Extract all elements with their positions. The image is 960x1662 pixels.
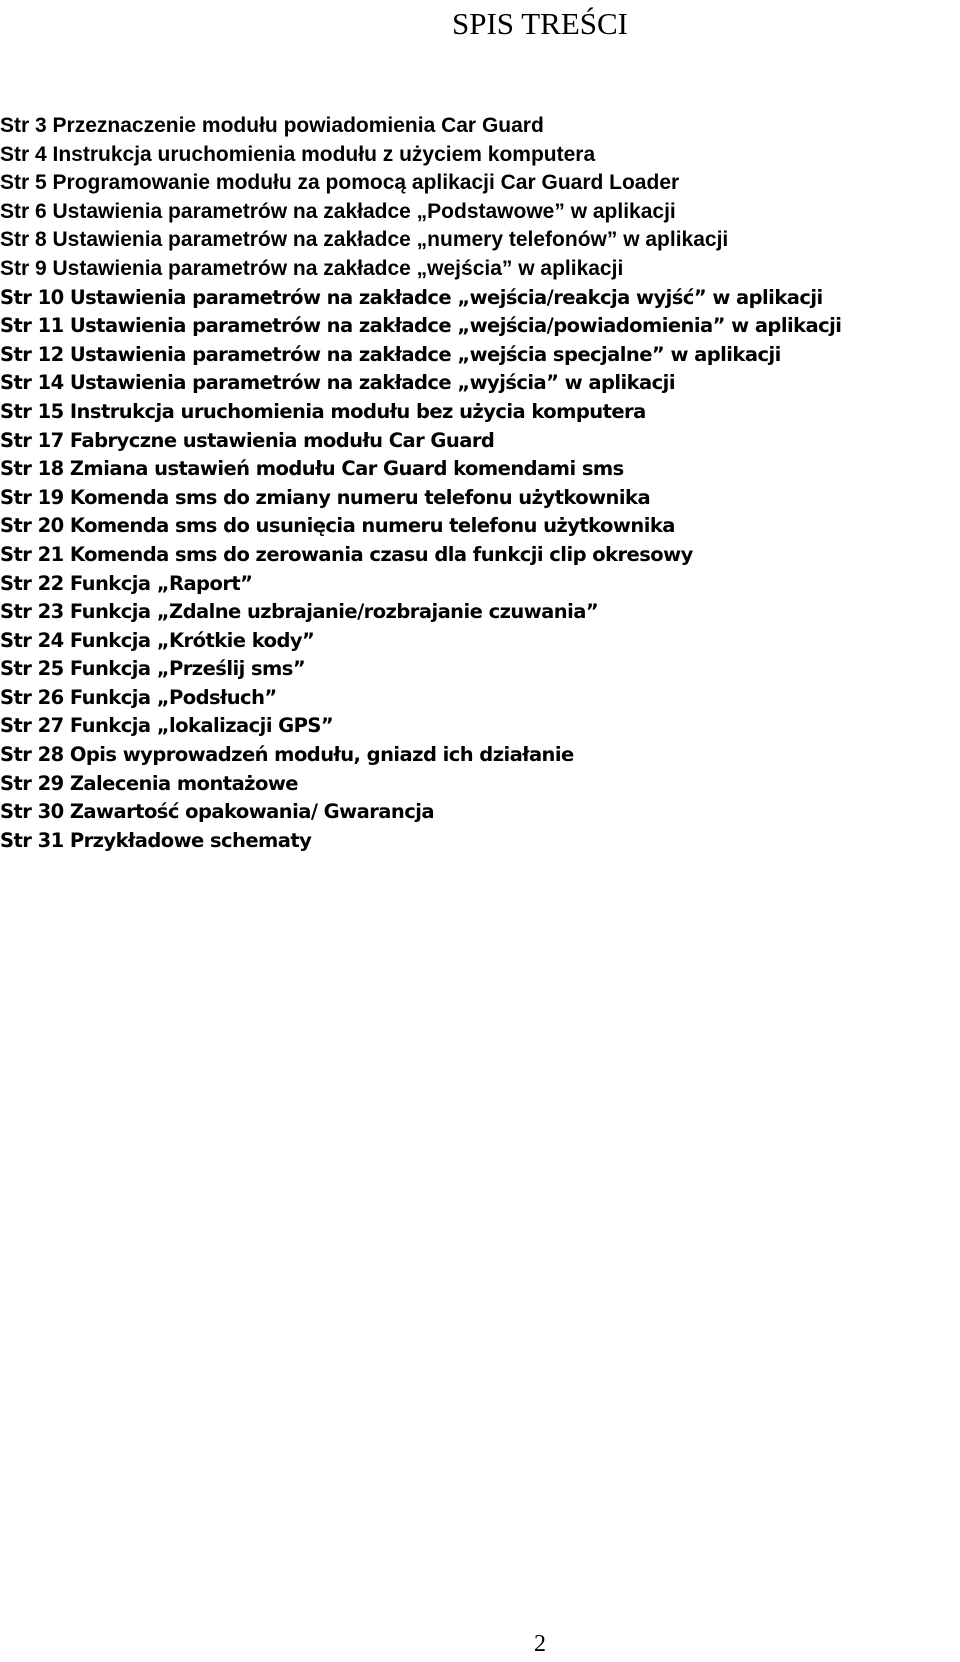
toc-entry-page-24: Str 24 Funkcja „Krótkie kody” (0, 628, 315, 652)
toc-entry-page-27: Str 27 Funkcja „lokalizacji GPS” (0, 714, 334, 738)
toc-entry-page-6: Str 6 Ustawienia parametrów na zakładce „Podstawowe” w aplikacji (0, 199, 676, 223)
toc-entry-page-22: Str 22 Funkcja „Raport” (0, 571, 253, 595)
page-number: 2 (534, 1631, 546, 1657)
toc-entry-page-4: Str 4 Instrukcja uruchomienia modułu z użyciem komputera (0, 142, 596, 166)
toc-entry-page-21: Str 21 Komenda sms do zerowania czasu dla funkcji clip okresowy (0, 542, 693, 566)
toc-entry-page-20: Str 20 Komenda sms do usunięcia numeru telefonu użytkownika (0, 514, 675, 538)
toc-entry-page-14: Str 14 Ustawienia parametrów na zakładce „wyjścia” w aplikacji (0, 371, 675, 395)
toc-entry-page-19: Str 19 Komenda sms do zmiany numeru telefonu użytkownika (0, 485, 651, 509)
toc-entry-page-31: Str 31 Przykładowe schematy (0, 828, 312, 852)
toc-entry-page-8: Str 8 Ustawienia parametrów na zakładce „numery telefonów” w aplikacji (0, 228, 729, 252)
toc-entry-page-17: Str 17 Fabryczne ustawienia modułu Car Guard (0, 428, 495, 452)
toc-entry-page-5: Str 5 Programowanie modułu za pomocą aplikacji Car Guard Loader (0, 171, 680, 195)
toc-entry-page-23: Str 23 Funkcja „Zdalne uzbrajanie/rozbrajanie czuwania” (0, 600, 599, 624)
table-of-contents (0, 112, 841, 855)
toc-entry-page-9: Str 9 Ustawienia parametrów na zakładce „wejścia” w aplikacji (0, 256, 624, 280)
toc-entry-page-28: Str 28 Opis wyprowadzeń modułu, gniazd ich działanie (0, 743, 574, 767)
page-title: SPIS TREŚCI (451, 6, 629, 41)
toc-entry-page-10: Str 10 Ustawienia parametrów na zakładce „wejścia/reakcja wyjść” w aplikacji (0, 285, 823, 309)
toc-entry-page-26: Str 26 Funkcja „Podsłuch” (0, 685, 277, 709)
toc-entry-page-12: Str 12 Ustawienia parametrów na zakładce „wejścia specjalne” w aplikacji (0, 342, 781, 366)
toc-entry-page-15: Str 15 Instrukcja uruchomienia modułu bez użycia komputera (0, 399, 646, 423)
toc-entry-page-3: Str 3 Przeznaczenie modułu powiadomienia Car Guard (0, 114, 544, 137)
toc-entry-page-30: Str 30 Zawartość opakowania/ Gwarancja (0, 800, 434, 824)
toc-entry-page-25: Str 25 Funkcja „Prześlij sms” (0, 657, 306, 681)
toc-entry-page-11: Str 11 Ustawienia parametrów na zakładce „wejścia/powiadomienia” w aplikacji (0, 314, 842, 338)
toc-entry-page-18: Str 18 Zmiana ustawień modułu Car Guard komendami sms (0, 457, 624, 481)
toc-entry-page-29: Str 29 Zalecenia montażowe (0, 771, 298, 795)
